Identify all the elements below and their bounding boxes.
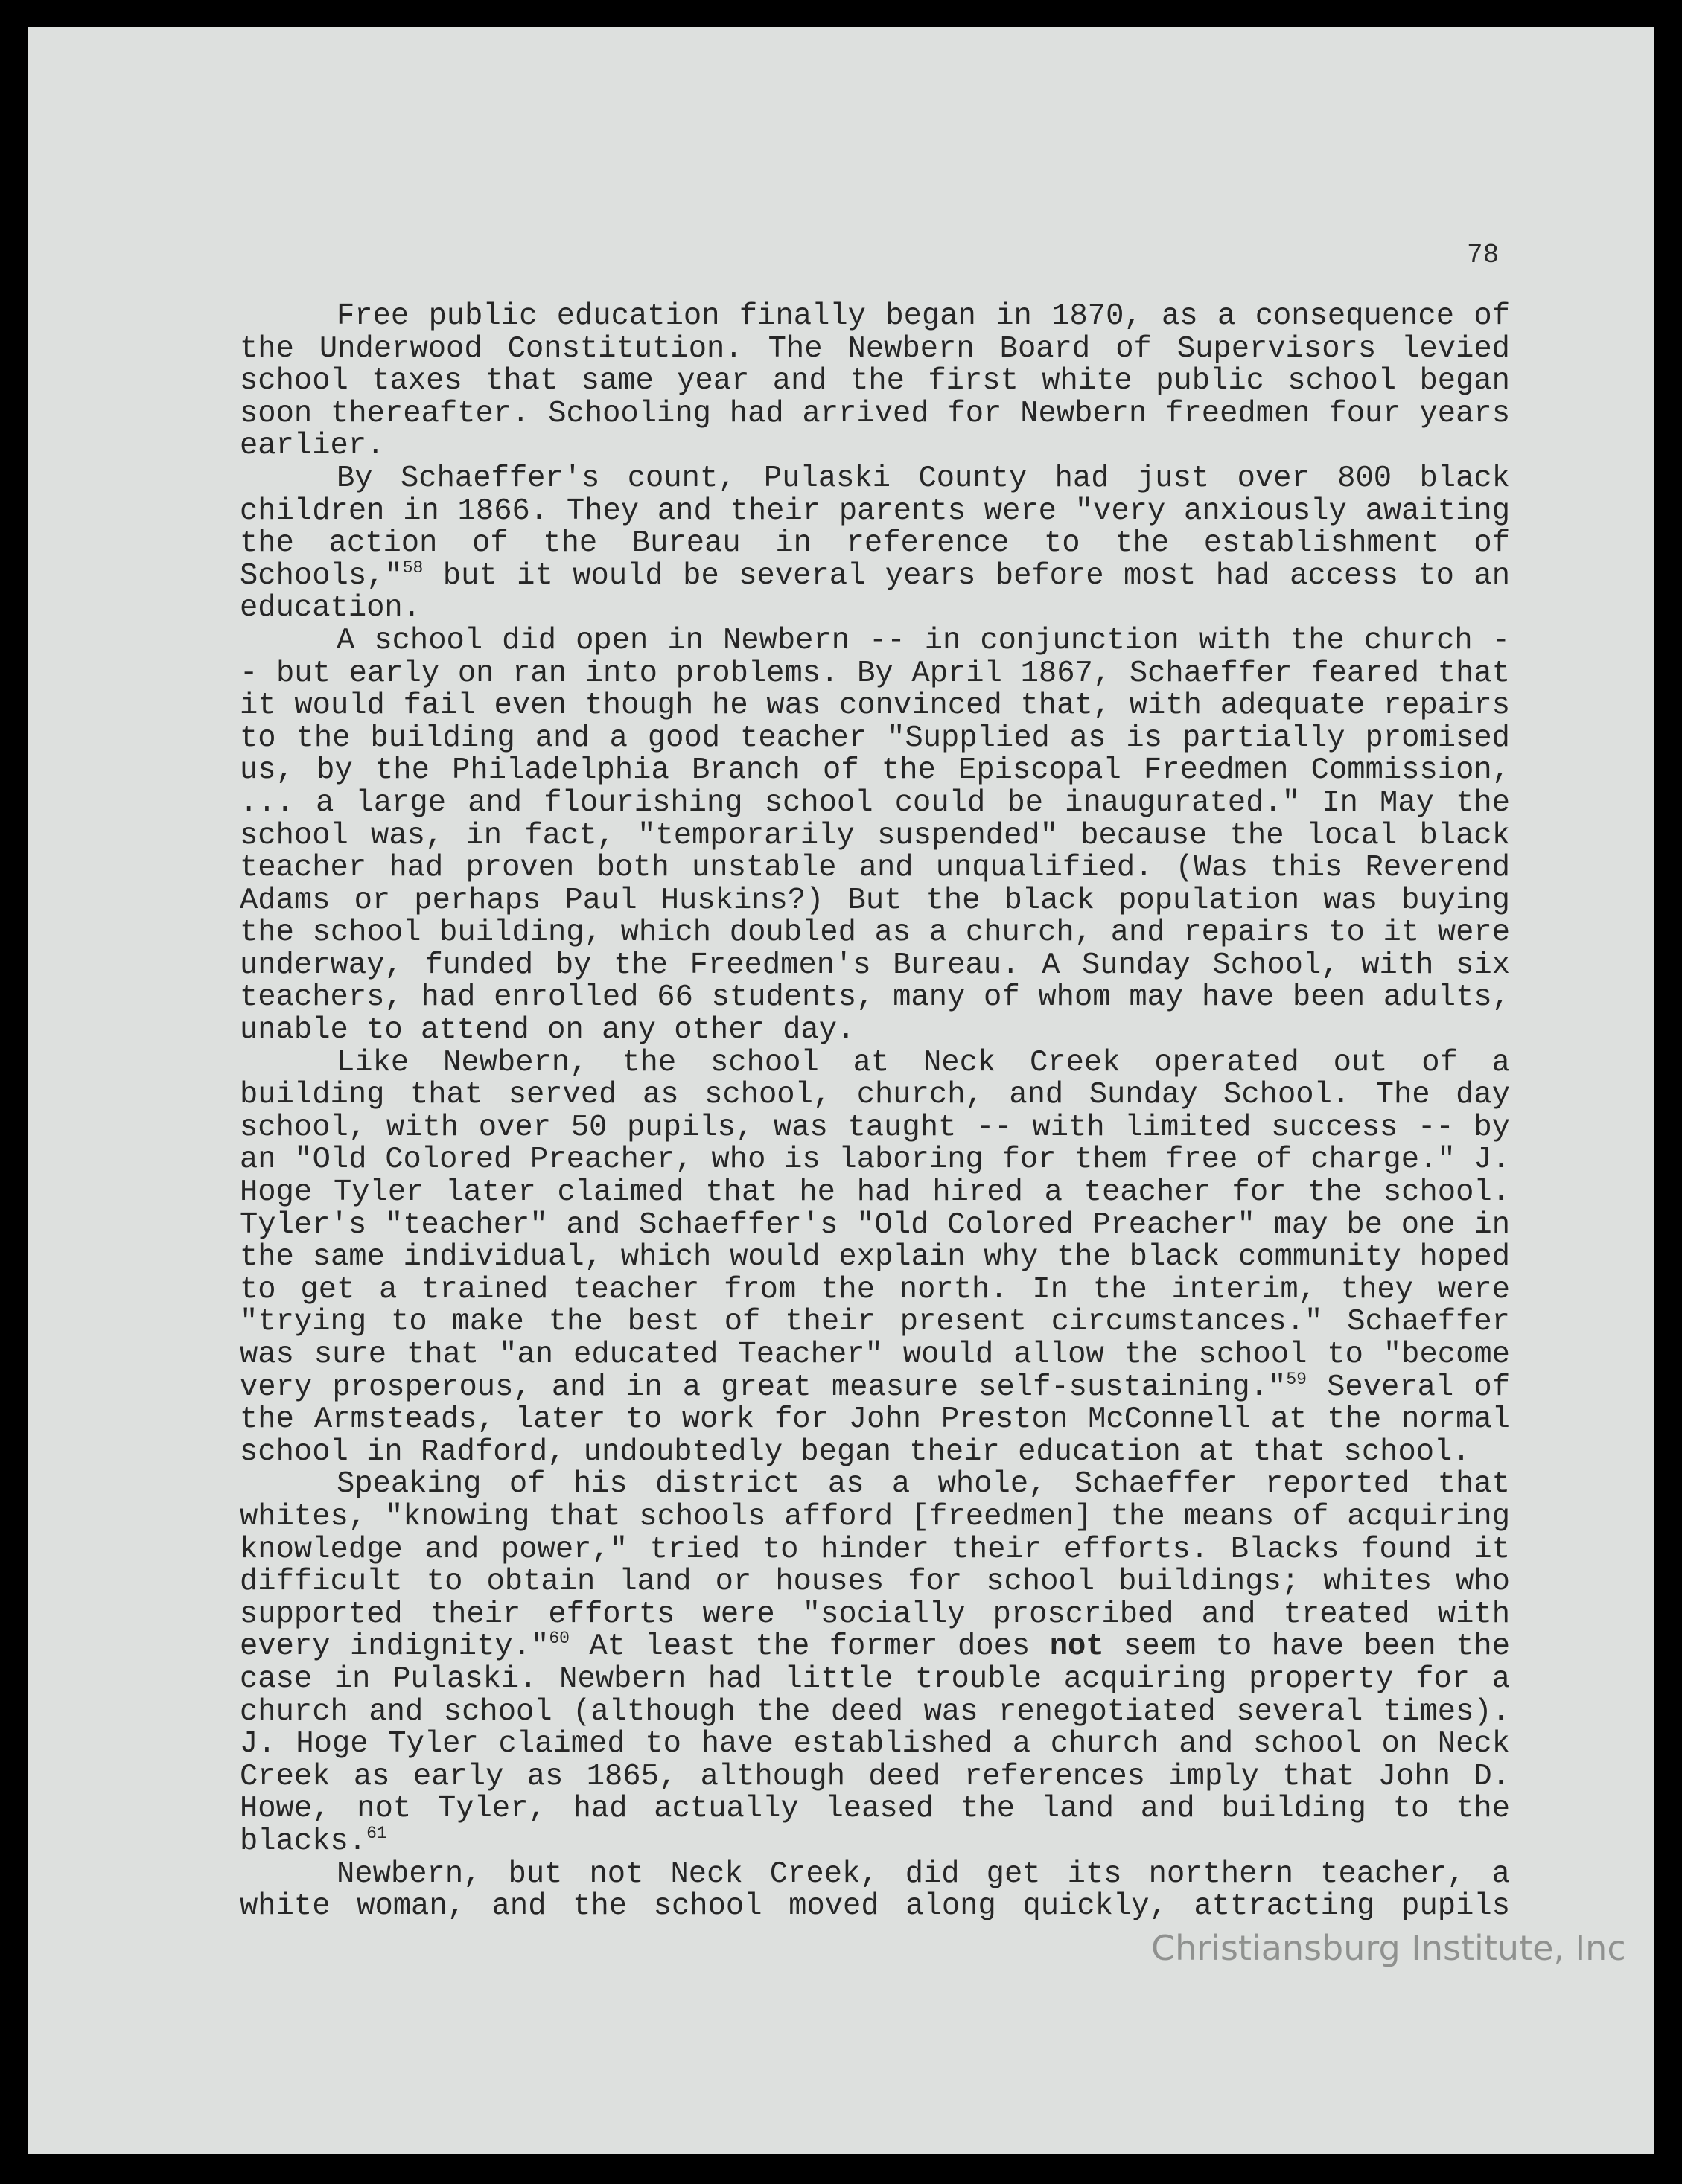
paragraph-text: By Schaeffer's count, Pulaski County had just over 800 black children in 1866. They and their parents were "very anxiously awaiting the action of the Bureau in reference to the establishment of Schools," xyxy=(240,461,1510,593)
paragraph-text: Several of the Armsteads, later to work for John Preston McConnell at the normal school in Radford, undoubtedly began their education at that school. xyxy=(240,1370,1511,1469)
paragraph-text: Newbern, but not Neck Creek, did get its northern teacher, a white woman, and the school moved along quickly, attracting pupils xyxy=(240,1856,1510,1924)
paragraph-2 xyxy=(240,463,1510,625)
paragraph-6 xyxy=(240,1856,1510,1924)
page-number: 78 xyxy=(1467,240,1500,270)
watermark: Christiansburg Institute, Inc xyxy=(1151,1928,1626,1968)
paragraph-3 xyxy=(240,625,1510,1047)
paragraph-5 xyxy=(240,1469,1510,1858)
footnote-marker: 61 xyxy=(366,1823,387,1843)
paragraph-text: Speaking of his district as a whole, Schaeffer reported that whites, "knowing that schools afford [freedmen] the means of acquiring knowledge and power," tried to hinder their efforts. Blacks found it difficult to obtain land or houses for school buildings; whites who supported their efforts were "socially proscribed and treated with every indignity." xyxy=(240,1467,1510,1664)
footnote-marker: 58 xyxy=(402,558,424,578)
paper-page xyxy=(28,27,1654,2154)
paragraph-text: A school did open in Newbern -- in conjunction with the church -- but early on ran into problems. By April 1867, Schaeffer feared that it would fail even though he was convinced that, with adequate repairs to the building and a good teacher "Supplied as is partially promised us, by the Philadelphia Branch of the Episcopal Freedmen Commission, ... a large and flourishing school could be inaugurated." In May the school was, in fact, "temporarily suspended" because the local black teacher had proven both unstable and unqualified. (Was this Reverend Adams or perhaps Paul Huskins?) But the black population was buying the school building, which doubled as a church, and repairs to it were underway, funded by the Freedmen's Bureau. A Sunday School, with six teachers, had enrolled 66 students, many of whom may have been adults, unable to attend on any other day. xyxy=(240,623,1510,1048)
paragraph-text: Free public education finally began in 1870, as a consequence of the Underwood Constitution. The Newbern Board of Supervisors levied school taxes that same year and the first white public school began soon thereafter. Schooling had arrived for Newbern freedmen four years earlier. xyxy=(240,299,1510,464)
paragraph-text: but it would be several years before most had access to an education. xyxy=(240,558,1510,626)
emphasis-text: not xyxy=(1049,1629,1104,1664)
paragraph-4 xyxy=(240,1047,1510,1469)
body-text xyxy=(240,301,1510,1923)
paragraph-text: Like Newbern, the school at Neck Creek operated out of a building that served as school, church, and Sunday School. The day school, with over 50 pupils, was taught -- with limited success -- by an "Old Colored Preacher, who is laboring for them free of charge." J. Hoge Tyler later claimed that he had hired a teacher for the school. Tyler's "teacher" and Schaeffer's "Old Colored Preacher" may be one in the same individual, which would explain why the black community hoped to get a trained teacher from the north. In the interim, they were "trying to make the best of their present circumstances." Schaeffer was sure that "an educated Teacher" would allow the school to "become very prosperous, and in a great measure self-sustaining." xyxy=(240,1045,1510,1405)
paragraph-text: At least the former does xyxy=(569,1629,1050,1664)
footnote-marker: 60 xyxy=(549,1629,570,1649)
footnote-marker: 59 xyxy=(1286,1369,1307,1389)
paragraph-1 xyxy=(240,301,1510,463)
paragraph-text: seem to have been the case in Pulaski. Newbern had little trouble acquiring property for a church and school (although the deed was renegotiated several times). J. Hoge Tyler claimed to have established a church and school on Neck Creek as early as 1865, although deed references imply that John D. Howe, not Tyler, had actually leased the land and building to the blacks. xyxy=(240,1629,1511,1859)
